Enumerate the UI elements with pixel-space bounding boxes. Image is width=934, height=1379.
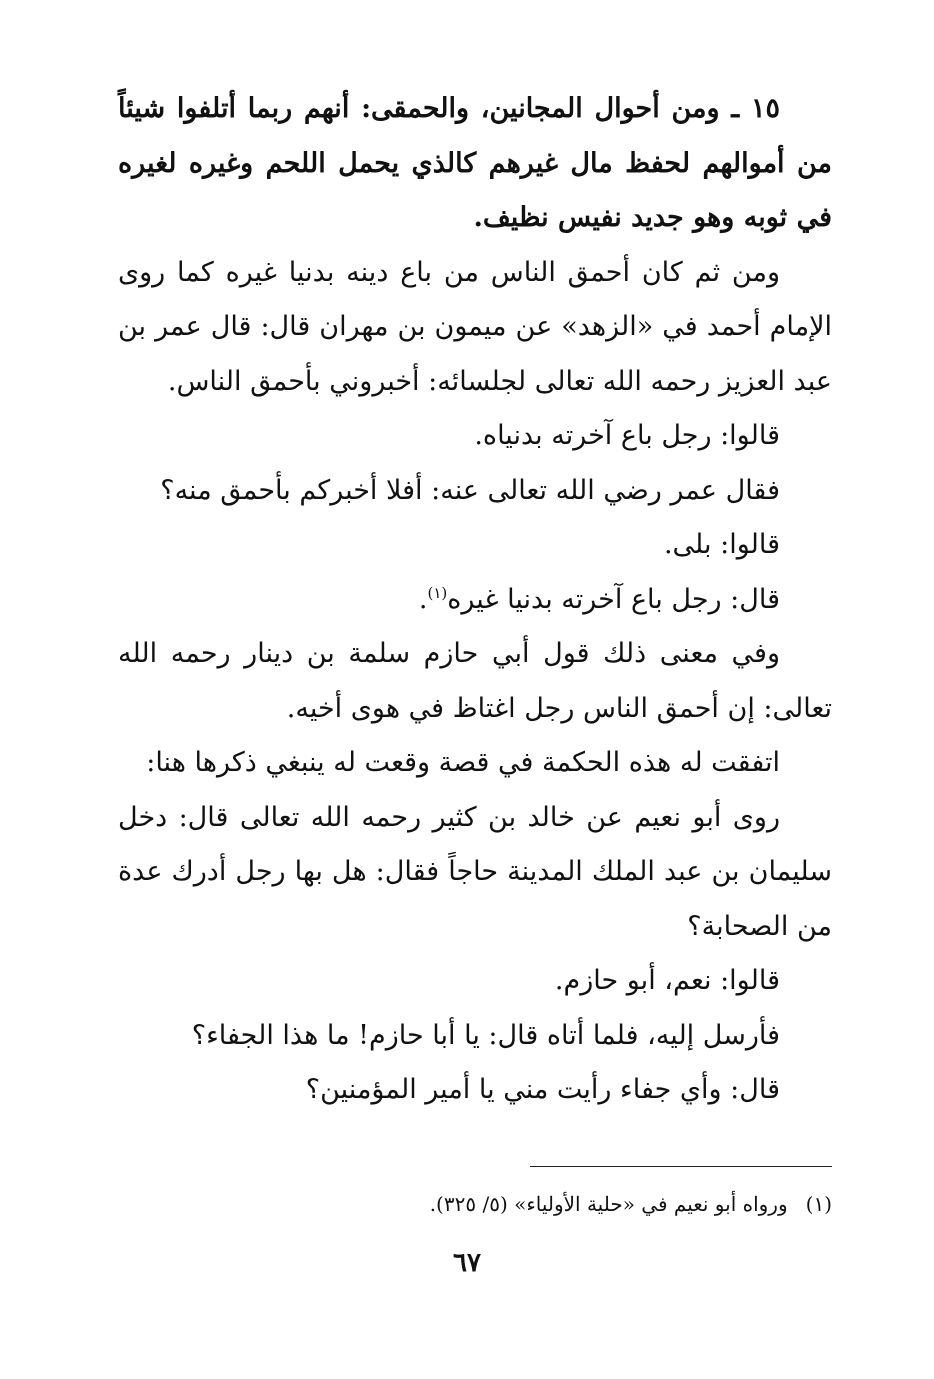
paragraph-1: ١٥ ـ ومن أحوال المجانين، والحمقى: أنهم ربما أتلفوا شيئاً من أموالهم لحفظ مال غيرهم كالذي يحمل اللحم وغيره لغيره في ثوبه وهو جديد نفيس نظيف.	[118, 93, 832, 233]
paragraph-9: روى أبو نعيم عن خالد بن كثير رحمه الله تعالى قال: دخل سليمان بن عبد الملك المدينة حاجاً فقال: هل بها رجل أدرك عدة من الصحابة؟	[118, 801, 832, 942]
footnote-divider	[530, 1166, 832, 1167]
footnote-reference[interactable]: (١)	[427, 583, 448, 602]
paragraph-11: فأرسل إليه، فلما أتاه قال: يا أبا حازم! ما هذا الجفاء؟	[191, 1019, 780, 1051]
paragraph-6-end: .	[418, 583, 428, 615]
footnote	[118, 1186, 832, 1222]
paragraph-7: وفي معنى ذلك قول أبي حازم سلمة بن دينار رحمه الله تعالى: إن أحمق الناس رجل اغتاظ في هوى أخيه.	[118, 638, 832, 724]
footnote-text: ورواه أبو نعيم في «حلية الأولياء» (٥/ ٣٢٥).	[429, 1192, 788, 1216]
paragraph-4: فقال عمر رضي الله تعالى عنه: أفلا أخبركم بأحمق منه؟	[160, 474, 780, 506]
paragraph-8: اتفقت له هذه الحكمة في قصة وقعت له ينبغي ذكرها هنا:	[146, 747, 780, 778]
paragraph-2: ومن ثم كان أحمق الناس من باع دينه بدنيا غيره كما روى الإمام أحمد في «الزهد» عن ميمون بن مهران قال: قال عمر بن عبد العزيز رحمه الله تعالى لجلسائه: أخبروني بأحمق الناس.	[118, 256, 832, 397]
footnote-number: (١)	[805, 1192, 832, 1216]
page-body	[118, 82, 832, 1118]
paragraph-6	[118, 573, 832, 628]
paragraph-6-text: قال: رجل باع آخرته بدنيا غيره	[447, 583, 780, 615]
paragraph-12: قال: وأي جفاء رأيت مني يا أمير المؤمنين؟	[305, 1074, 780, 1105]
page-number: ٦٧	[453, 1248, 481, 1278]
paragraph-3: قالوا: رجل باع آخرته بدنياه.	[474, 420, 780, 451]
paragraph-5: قالوا: بلى.	[663, 529, 780, 560]
paragraph-10: قالوا: نعم، أبو حازم.	[554, 965, 780, 996]
